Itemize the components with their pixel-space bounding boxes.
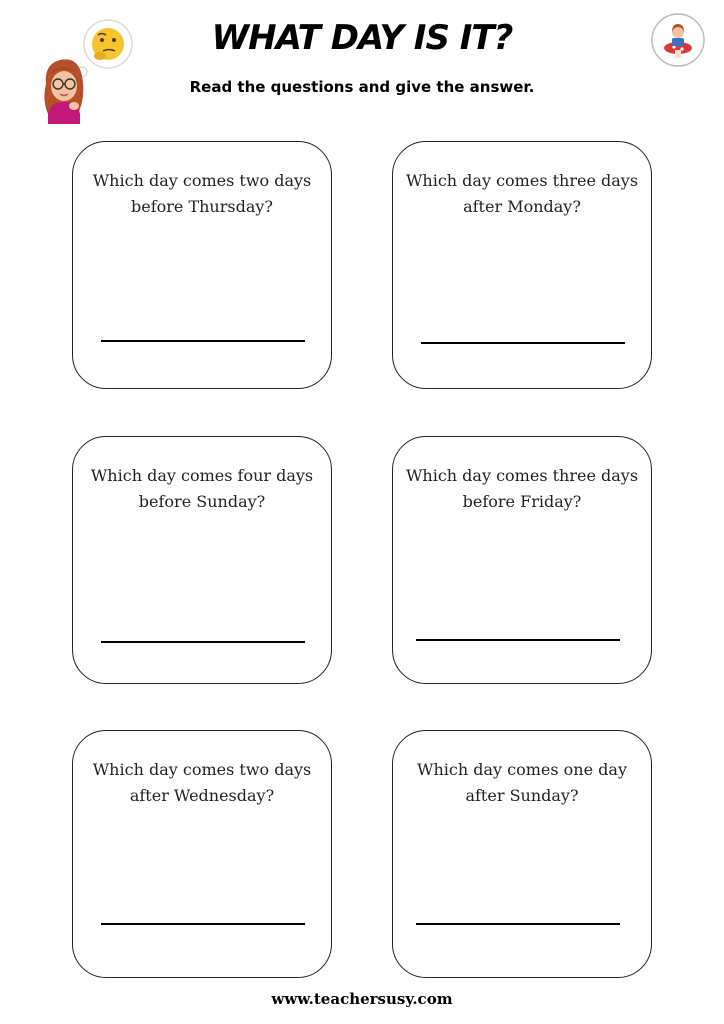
instructions-text: Read the questions and give the answer. <box>189 78 535 96</box>
question-line-2: before Friday? <box>462 492 582 511</box>
question-line-2: after Monday? <box>463 197 581 216</box>
answer-line[interactable] <box>101 923 305 925</box>
question-card-1 <box>72 141 332 389</box>
question-line-1: Which day comes two days <box>92 760 312 779</box>
question-card-3 <box>72 436 332 684</box>
page-title: WHAT DAY IS IT? <box>211 18 513 58</box>
answer-line[interactable] <box>421 342 625 344</box>
question-card-6 <box>392 730 652 978</box>
answer-line[interactable] <box>101 641 305 643</box>
answer-line[interactable] <box>416 923 620 925</box>
answer-line[interactable] <box>101 340 305 342</box>
question-text <box>401 463 643 515</box>
question-line-2: after Wednesday? <box>129 786 275 805</box>
website-footer: www.teachersusy.com <box>271 990 453 1008</box>
answer-line[interactable] <box>416 639 620 641</box>
question-line-1: Which day comes three days <box>405 171 639 190</box>
teacher-susy-logo-icon <box>650 12 706 68</box>
question-card-2 <box>392 141 652 389</box>
question-line-1: Which day comes two days <box>92 171 312 190</box>
question-line-1: Which day comes one day <box>417 760 627 779</box>
question-card-4 <box>392 436 652 684</box>
question-text <box>81 463 323 515</box>
question-text <box>401 168 643 220</box>
question-line-2: before Thursday? <box>130 197 273 216</box>
question-text <box>81 757 323 809</box>
question-line-1: Which day comes three days <box>405 466 639 485</box>
question-line-2: after Sunday? <box>465 786 579 805</box>
question-text <box>401 757 643 809</box>
question-line-1: Which day comes four days <box>90 466 314 485</box>
question-line-2: before Sunday? <box>138 492 266 511</box>
question-card-5 <box>72 730 332 978</box>
question-text <box>81 168 323 220</box>
